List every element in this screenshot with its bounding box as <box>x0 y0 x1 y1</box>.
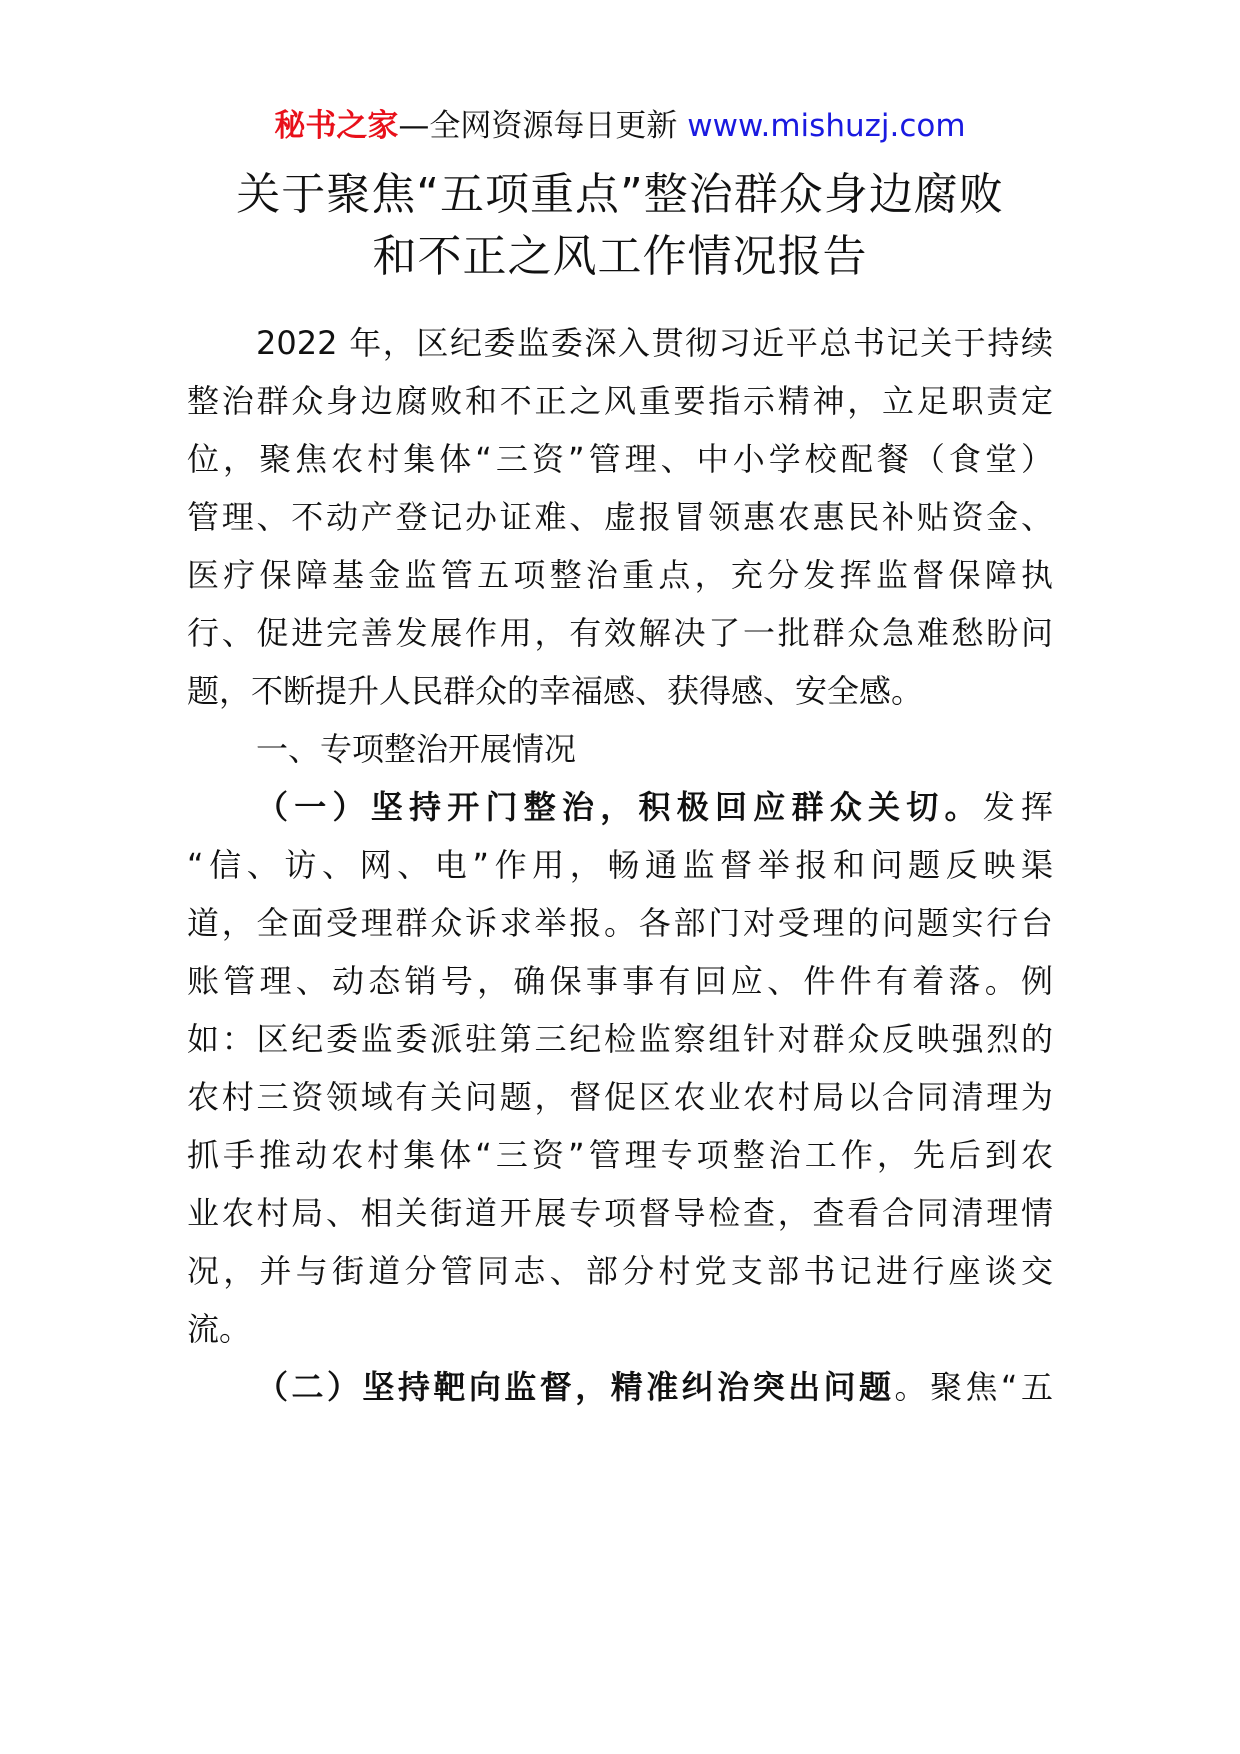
paragraph-2-line-7: 抓手推动农村集体“三资”管理专项整治工作，先后到农 <box>187 1136 1053 1174</box>
paragraph-3-line-1 <box>256 1364 1053 1410</box>
paragraph-2-line-10: 流。 <box>187 1310 252 1348</box>
paragraph-1-line-6: 行、促进完善发展作用，有效解决了一批群众急难愁盼问 <box>187 614 1053 652</box>
paragraph-2-line-4: 账管理、动态销号，确保事事有回应、件件有着落。例 <box>187 962 1053 1000</box>
paragraph-2-line-6: 农村三资领域有关问题，督促区农业农村局以合同清理为 <box>187 1078 1053 1116</box>
paragraph-2-line-9: 况，并与街道分管同志、部分村党支部书记进行座谈交 <box>187 1252 1053 1290</box>
subsection-2-heading: （二）坚持靶向监督，精准纠治突出问题 <box>256 1368 895 1406</box>
paragraph-2-line-2: “信、访、网、电”作用，畅通监督举报和问题反映渠 <box>187 846 1053 884</box>
paragraph-1-line-4: 管理、不动产登记办证难、虚报冒领惠农惠民补贴资金、 <box>187 498 1053 536</box>
document-title-line-1: 关于聚焦“五项重点”整治群众身边腐败 <box>236 169 1004 220</box>
subsection-1-heading: （一）坚持开门整治，积极回应群众关切。 <box>256 788 983 826</box>
banner-slogan: —全网资源每日更新 <box>398 108 688 144</box>
paragraph-3-lead-text: 。聚焦“五 <box>894 1368 1053 1406</box>
paragraph-1-line-1: 2022 年，区纪委监委深入贯彻习近平总书记关于持续 <box>256 324 1053 362</box>
section-1-heading: 一、专项整治开展情况 <box>256 730 577 768</box>
site-banner <box>0 104 1240 148</box>
paragraph-1-line-2: 整治群众身边腐败和不正之风重要指示精神，立足职责定 <box>187 382 1053 420</box>
document-title-line-2: 和不正之风工作情况报告 <box>372 231 868 282</box>
paragraph-2-line-3: 道，全面受理群众诉求举报。各部门对受理的问题实行台 <box>187 904 1053 942</box>
brand-name: 秘书之家 <box>274 108 399 144</box>
paragraph-1-line-5: 医疗保障基金监管五项整治重点，充分发挥监督保障执 <box>187 556 1053 594</box>
paragraph-2-line-8: 业农村局、相关街道开展专项督导检查，查看合同清理情 <box>187 1194 1053 1232</box>
site-url-link[interactable]: www.mishuzj.com <box>687 108 966 144</box>
paragraph-1-line-7: 题，不断提升人民群众的幸福感、获得感、安全感。 <box>187 672 924 710</box>
paragraph-2-lead-text: 发挥 <box>982 788 1053 826</box>
paragraph-2-line-5: 如：区纪委监委派驻第三纪检监察组针对群众反映强烈的 <box>187 1020 1053 1058</box>
paragraph-1-line-3: 位，聚焦农村集体“三资”管理、中小学校配餐（食堂） <box>187 440 1053 478</box>
paragraph-2-line-1 <box>256 784 1053 830</box>
